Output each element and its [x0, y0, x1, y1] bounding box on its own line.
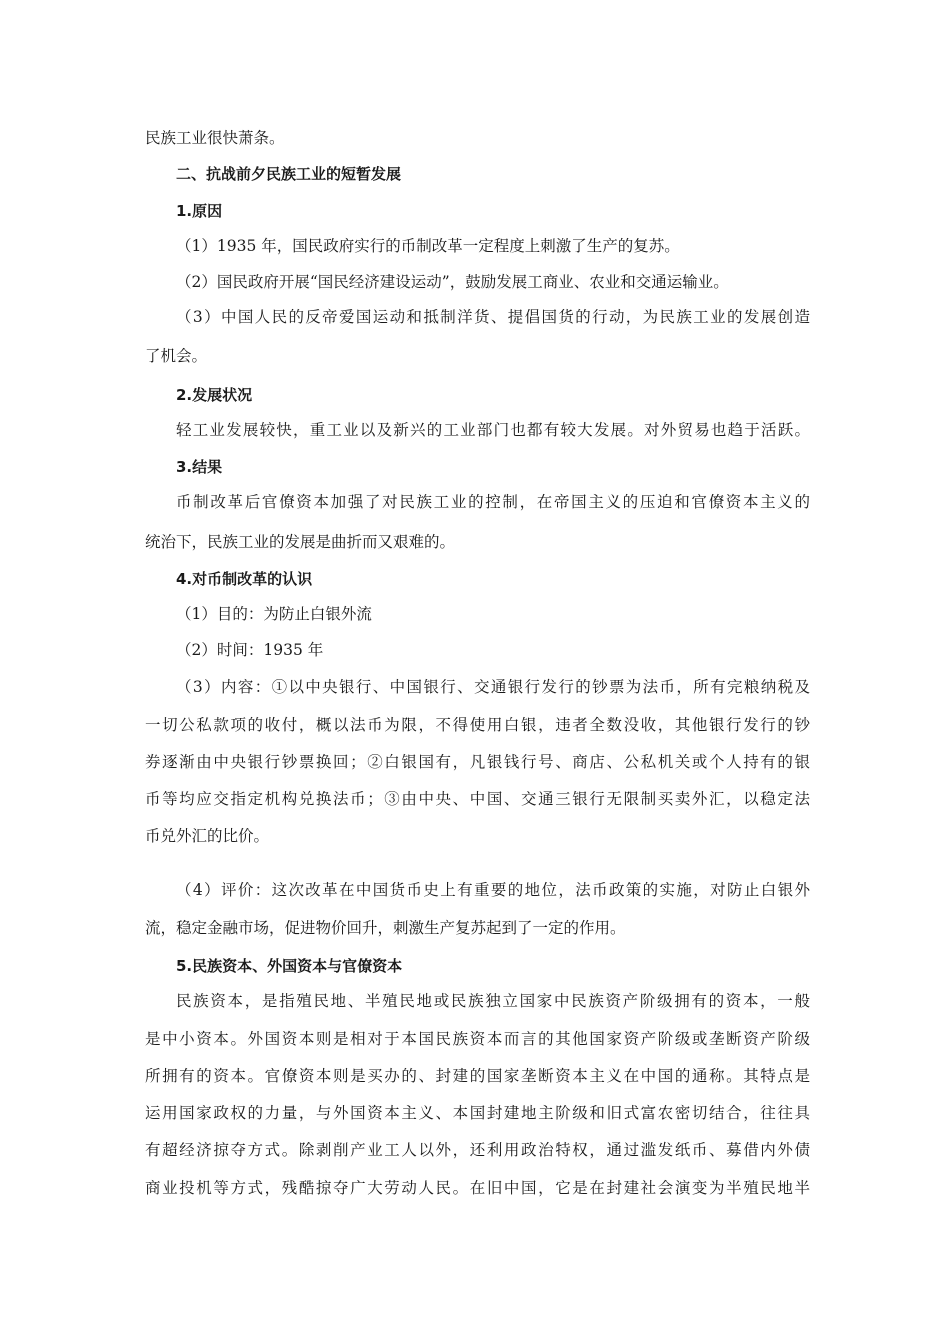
- paragraph-line: 币等均应交指定机构兑换法币；③由中央、中国、交通三银行无限制买卖外汇，以稳定法: [145, 790, 810, 808]
- subsection-heading: 3.结果: [176, 458, 223, 476]
- paragraph-line: 是中小资本。外国资本则是相对于本国民族资本而言的其他国家资产阶级或垄断资产阶级: [145, 1030, 810, 1048]
- paragraph-line: 有超经济掠夺方式。除剥削产业工人以外，还利用政治特权，通过滥发纸币、募借内外债: [145, 1141, 810, 1159]
- paragraph-line: （1）目的：为防止白银外流: [176, 605, 372, 623]
- paragraph-line: 一切公私款项的收付，概以法币为限，不得使用白银，违者全数没收，其他银行发行的钞: [145, 716, 810, 734]
- paragraph-line: 券逐渐由中央银行钞票换回；②白银国有，凡银钱行号、商店、公私机关或个人持有的银: [145, 753, 810, 771]
- paragraph-line: （2）国民政府开展“国民经济建设运动”，鼓励发展工商业、农业和交通运输业。: [176, 273, 729, 291]
- paragraph-line: 币兑外汇的比价。: [145, 827, 270, 845]
- paragraph-line: （3）中国人民的反帝爱国运动和抵制洋货、提倡国货的行动，为民族工业的发展创造: [176, 308, 810, 326]
- section-heading: 二、抗战前夕民族工业的短暂发展: [176, 165, 402, 183]
- paragraph-line: 商业投机等方式，残酷掠夺广大劳动人民。在旧中国，它是在封建社会演变为半殖民地半: [145, 1179, 810, 1197]
- paragraph-line: 统治下，民族工业的发展是曲折而又艰难的。: [145, 533, 456, 551]
- paragraph-line: 了机会。: [145, 347, 208, 365]
- paragraph-line: （2）时间：1935 年: [176, 641, 324, 659]
- subsection-heading: 4.对币制改革的认识: [176, 570, 313, 588]
- paragraph-line: 所拥有的资本。官僚资本则是买办的、封建的国家垄断资本主义在中国的通称。其特点是: [145, 1067, 810, 1085]
- paragraph-line: （4）评价：这次改革在中国货币史上有重要的地位，法币政策的实施，对防止白银外: [176, 881, 810, 899]
- paragraph-line: 运用国家政权的力量，与外国资本主义、本国封建地主阶级和旧式富农密切结合，往往具: [145, 1104, 810, 1122]
- paragraph-line: （3）内容：①以中央银行、中国银行、交通银行发行的钞票为法币，所有完粮纳税及: [176, 678, 810, 696]
- paragraph-line: 流，稳定金融市场，促进物价回升，刺激生产复苏起到了一定的作用。: [145, 919, 626, 937]
- paragraph-line: （1）1935 年，国民政府实行的币制改革一定程度上刺激了生产的复苏。: [176, 237, 680, 255]
- paragraph-line: 轻工业发展较快，重工业以及新兴的工业部门也都有较大发展。对外贸易也趋于活跃。: [176, 421, 810, 439]
- subsection-heading: 5.民族资本、外国资本与官僚资本: [176, 957, 403, 975]
- paragraph-line: 币制改革后官僚资本加强了对民族工业的控制，在帝国主义的压迫和官僚资本主义的: [176, 493, 810, 511]
- subsection-heading: 2.发展状况: [176, 386, 253, 404]
- paragraph-line: 民族工业很快萧条。: [145, 129, 285, 147]
- paragraph-line: 民族资本，是指殖民地、半殖民地或民族独立国家中民族资产阶级拥有的资本，一般: [176, 992, 810, 1010]
- subsection-heading: 1.原因: [176, 202, 223, 220]
